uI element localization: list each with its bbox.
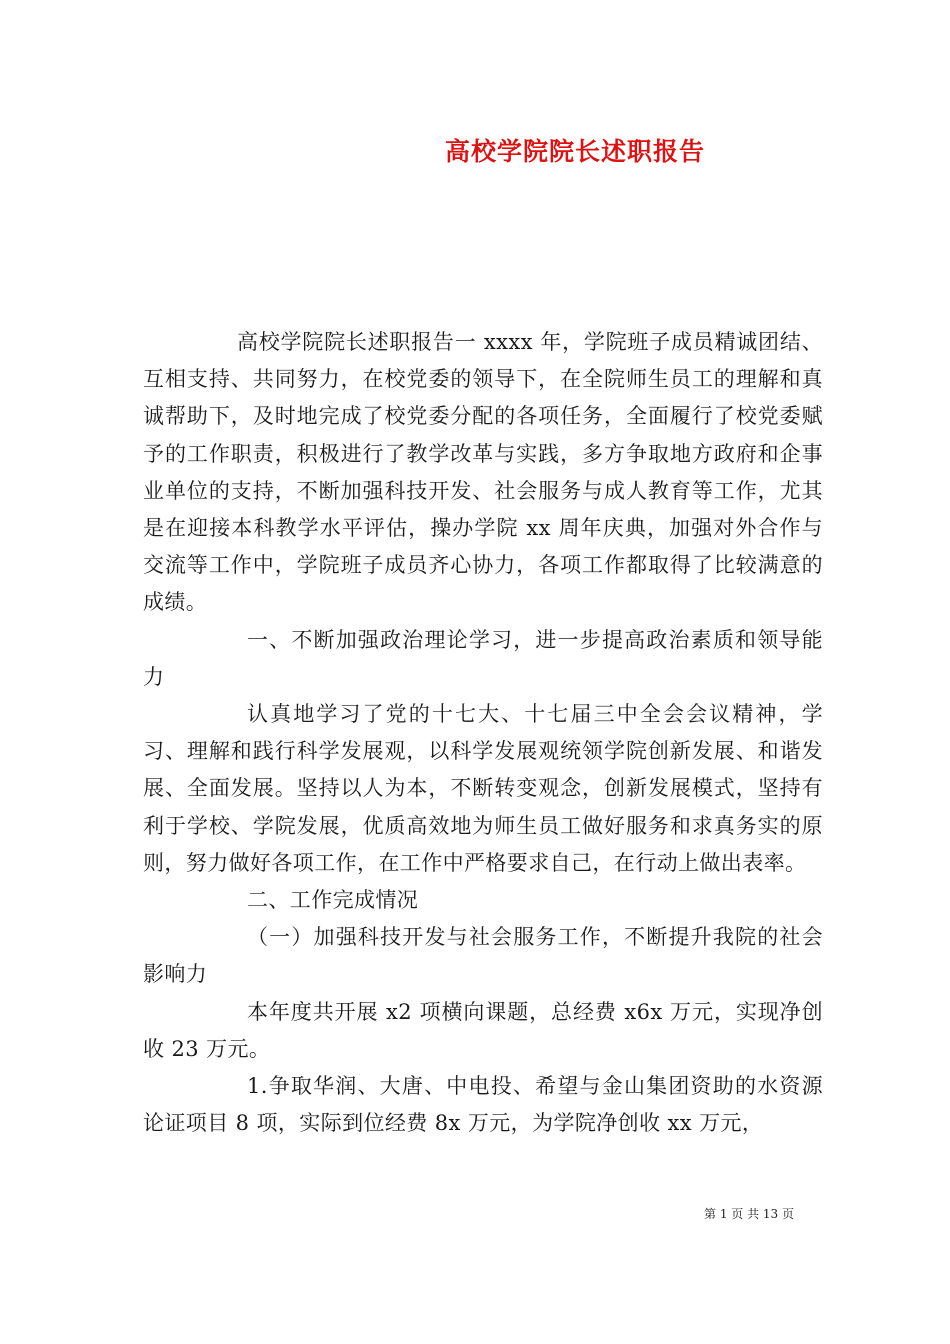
list-item-1: 1.争取华润、大唐、中电投、希望与金山集团资助的水资源论证项目 8 项，实际到位经费 8x 万元，为学院净创收 xx 万元， (143, 1074, 823, 1136)
paragraph-section-1: 认真地学习了党的十七大、十七届三中全会会议精神，学习、理解和践行科学发展观，以科学发展观统领学院创新发展、和谐发展、全面发展。坚持以人为本，不断转变观念，创新发展模式，坚持有利于学校、学院发展，优质高效地为师生员工做好服务和求真务实的原则，努力做好各项工作，在工作中严格要求自己，在行动上做出表率。 (143, 702, 823, 875)
subsection-heading-1: （一）加强科技开发与社会服务工作，不断提升我院的社会影响力 (143, 925, 823, 987)
section-heading-2: 二、工作完成情况 (247, 888, 419, 913)
paragraph-intro: 高校学院院长述职报告一 xxxx 年，学院班子成员精诚团结、互相支持、共同努力，在校党委的领导下，在全院师生员工的理解和真诚帮助下，及时地完成了校党委分配的各项任务，全面履行了校党委赋予的工作职责，积极进行了教学改革与实践，多方争取地方政府和企事业单位的支持，不断加强科技开发、社会服务与成人教育等工作，尤其是在迎接本科教学水平评估，操办学院 xx 周年庆典，加强对外合作与交流等工作中，学院班子成员齐心协力，各项工作都取得了比较满意的成绩。 (143, 330, 823, 615)
section-heading-1: 一、不断加强政治理论学习，进一步提高政治素质和领导能力 (143, 627, 823, 689)
paragraph-subsection-1: 本年度共开展 x2 项横向课题，总经费 x6x 万元，实现净创收 23 万元。 (143, 999, 823, 1061)
document-title: 高校学院院长述职报告 (444, 137, 705, 166)
page-number-footer: 第 1 页 共 13 页 (704, 1207, 794, 1221)
document-body (143, 324, 823, 1142)
